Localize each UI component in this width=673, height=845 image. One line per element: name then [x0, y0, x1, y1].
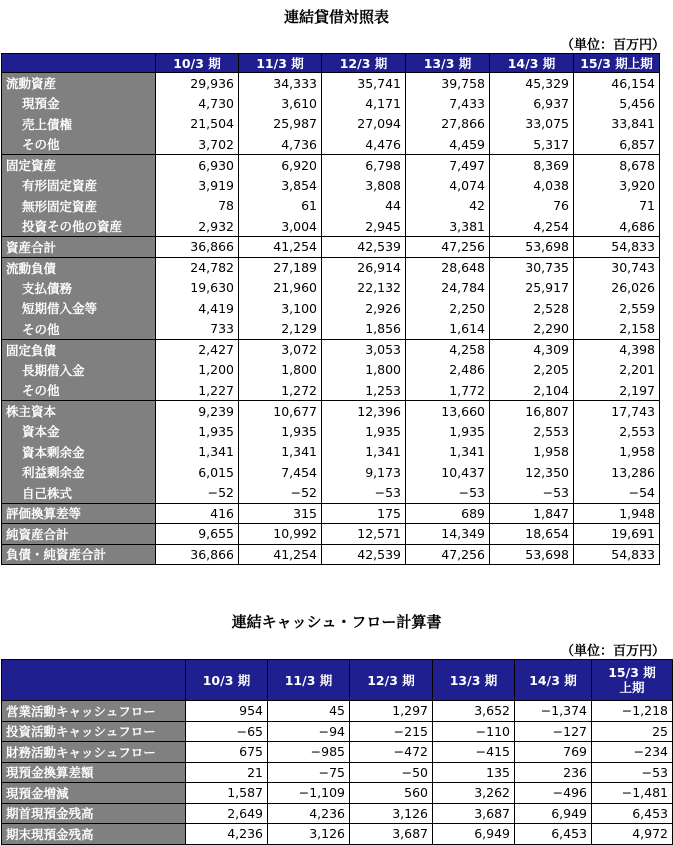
- table-cell: −52: [156, 483, 239, 504]
- table-cell: 10,677: [239, 401, 322, 422]
- balance-sheet-title: 連結貸借対照表: [283, 8, 389, 26]
- table-cell: 21,960: [239, 278, 322, 299]
- row-label: その他: [2, 380, 156, 401]
- row-label: 流動資産: [2, 73, 156, 94]
- table-cell: 1,935: [322, 421, 406, 442]
- table-cell: 2,649: [186, 803, 268, 824]
- table-cell: 689: [406, 503, 490, 524]
- table-cell: 954: [186, 701, 268, 722]
- row-label: 期首現預金残高: [2, 803, 186, 824]
- table-cell: 6,949: [515, 803, 592, 824]
- table-cell: 45: [268, 701, 350, 722]
- table-cell: 6,920: [239, 155, 322, 176]
- table-cell: −65: [186, 721, 268, 742]
- table-cell: 76: [490, 196, 574, 217]
- table-cell: 2,104: [490, 380, 574, 401]
- column-header: 15/3 期上期: [574, 54, 660, 73]
- table-cell: 9,173: [322, 462, 406, 483]
- table-cell: 6,015: [156, 462, 239, 483]
- cash-flow-unit: （単位：百万円）: [560, 644, 665, 659]
- column-header: 13/3 期: [406, 54, 490, 73]
- table-cell: 12,396: [322, 401, 406, 422]
- table-cell: −415: [433, 742, 515, 763]
- table-cell: 2,205: [490, 360, 574, 381]
- cash-flow-title: 連結キャッシュ・フロー計算書: [231, 613, 442, 631]
- row-label: その他: [2, 319, 156, 340]
- row-label: 固定資産: [2, 155, 156, 176]
- table-cell: 5,456: [574, 93, 660, 114]
- table-cell: 26,914: [322, 257, 406, 278]
- table-cell: 1,800: [239, 360, 322, 381]
- table-cell: 4,972: [592, 824, 673, 845]
- table-cell: 4,038: [490, 175, 574, 196]
- row-label: 投資活動キャッシュフロー: [2, 721, 186, 742]
- row-label: 現預金換算差額: [2, 762, 186, 783]
- table-cell: 10,992: [239, 524, 322, 545]
- table-cell: 1,958: [490, 442, 574, 463]
- table-cell: 1,948: [574, 503, 660, 524]
- table-cell: 4,309: [490, 339, 574, 360]
- table-cell: 1,935: [406, 421, 490, 442]
- table-cell: 1,800: [322, 360, 406, 381]
- row-label: 財務活動キャッシュフロー: [2, 742, 186, 763]
- table-cell: 53,698: [490, 544, 574, 565]
- header-corner: [2, 54, 156, 73]
- table-cell: 3,053: [322, 339, 406, 360]
- table-cell: 3,072: [239, 339, 322, 360]
- table-cell: −985: [268, 742, 350, 763]
- table-cell: 12,571: [322, 524, 406, 545]
- cash-flow-body: [2, 701, 673, 845]
- table-cell: 35,741: [322, 73, 406, 94]
- table-cell: 4,730: [156, 93, 239, 114]
- table-cell: −53: [406, 483, 490, 504]
- table-cell: 6,937: [490, 93, 574, 114]
- table-row: [2, 503, 660, 524]
- table-cell: 9,239: [156, 401, 239, 422]
- table-row: [2, 401, 660, 422]
- table-cell: 1,253: [322, 380, 406, 401]
- table-cell: 3,702: [156, 134, 239, 155]
- table-row: [2, 544, 660, 565]
- table-cell: 27,094: [322, 114, 406, 135]
- table-cell: 27,866: [406, 114, 490, 135]
- column-header: 12/3 期: [322, 54, 406, 73]
- table-cell: 3,854: [239, 175, 322, 196]
- header-corner: [2, 660, 186, 701]
- table-cell: 4,236: [186, 824, 268, 845]
- table-cell: 2,528: [490, 298, 574, 319]
- table-cell: 24,782: [156, 257, 239, 278]
- table-cell: 33,841: [574, 114, 660, 135]
- table-cell: 2,250: [406, 298, 490, 319]
- table-cell: 26,026: [574, 278, 660, 299]
- table-cell: 1,200: [156, 360, 239, 381]
- table-row: [2, 762, 673, 783]
- table-cell: 1,847: [490, 503, 574, 524]
- table-cell: 47,256: [406, 544, 490, 565]
- balance-sheet-header-row: [2, 54, 660, 73]
- table-row: [2, 298, 660, 319]
- table-cell: 3,920: [574, 175, 660, 196]
- table-cell: 45,329: [490, 73, 574, 94]
- table-cell: 42,539: [322, 544, 406, 565]
- column-header: 12/3 期: [350, 660, 433, 701]
- table-cell: 4,398: [574, 339, 660, 360]
- column-header: 14/3 期: [490, 54, 574, 73]
- table-cell: 1,227: [156, 380, 239, 401]
- table-cell: 416: [156, 503, 239, 524]
- column-header: 13/3 期: [433, 660, 515, 701]
- row-label: 売上債権: [2, 114, 156, 135]
- table-cell: −94: [268, 721, 350, 742]
- table-cell: 33,075: [490, 114, 574, 135]
- table-row: [2, 257, 660, 278]
- table-row: [2, 721, 673, 742]
- table-cell: 4,736: [239, 134, 322, 155]
- table-cell: 25,917: [490, 278, 574, 299]
- table-cell: −53: [592, 762, 673, 783]
- row-label: 固定負債: [2, 339, 156, 360]
- table-row: [2, 360, 660, 381]
- table-row: [2, 380, 660, 401]
- row-label: 短期借入金等: [2, 298, 156, 319]
- table-cell: 39,758: [406, 73, 490, 94]
- table-cell: 2,553: [490, 421, 574, 442]
- table-cell: 28,648: [406, 257, 490, 278]
- table-cell: 16,807: [490, 401, 574, 422]
- cash-flow-header-row: [2, 660, 673, 701]
- table-cell: −1,109: [268, 783, 350, 804]
- table-cell: 175: [322, 503, 406, 524]
- table-cell: 61: [239, 196, 322, 217]
- table-cell: 53,698: [490, 237, 574, 258]
- row-label: 無形固定資産: [2, 196, 156, 217]
- table-cell: 3,687: [433, 803, 515, 824]
- table-cell: 71: [574, 196, 660, 217]
- table-cell: 7,454: [239, 462, 322, 483]
- table-cell: 769: [515, 742, 592, 763]
- table-cell: 2,129: [239, 319, 322, 340]
- table-cell: −234: [592, 742, 673, 763]
- table-cell: 1,856: [322, 319, 406, 340]
- table-cell: 8,678: [574, 155, 660, 176]
- table-cell: 4,258: [406, 339, 490, 360]
- table-row: [2, 462, 660, 483]
- table-cell: 236: [515, 762, 592, 783]
- table-cell: 13,286: [574, 462, 660, 483]
- table-cell: 17,743: [574, 401, 660, 422]
- table-cell: 1,341: [406, 442, 490, 463]
- table-cell: 1,587: [186, 783, 268, 804]
- table-cell: 22,132: [322, 278, 406, 299]
- table-cell: −53: [322, 483, 406, 504]
- table-cell: 25: [592, 721, 673, 742]
- row-label: 長期借入金: [2, 360, 156, 381]
- table-cell: 6,949: [433, 824, 515, 845]
- table-cell: 54,833: [574, 237, 660, 258]
- table-cell: 315: [239, 503, 322, 524]
- table-cell: 1,935: [239, 421, 322, 442]
- table-cell: 6,798: [322, 155, 406, 176]
- table-cell: 19,691: [574, 524, 660, 545]
- row-label: 資産合計: [2, 237, 156, 258]
- table-row: [2, 278, 660, 299]
- table-cell: 6,857: [574, 134, 660, 155]
- table-cell: 2,158: [574, 319, 660, 340]
- table-cell: 2,290: [490, 319, 574, 340]
- table-row: [2, 73, 660, 94]
- table-cell: 4,171: [322, 93, 406, 114]
- balance-sheet-table: [1, 53, 660, 565]
- table-cell: −50: [350, 762, 433, 783]
- table-cell: 2,945: [322, 216, 406, 237]
- table-cell: 1,341: [239, 442, 322, 463]
- table-cell: 4,074: [406, 175, 490, 196]
- table-cell: 30,735: [490, 257, 574, 278]
- table-cell: 4,459: [406, 134, 490, 155]
- table-row: [2, 339, 660, 360]
- table-cell: 41,254: [239, 237, 322, 258]
- row-label: 現預金: [2, 93, 156, 114]
- table-cell: 21: [186, 762, 268, 783]
- balance-sheet-body: [2, 73, 660, 565]
- row-label: 評価換算差等: [2, 503, 156, 524]
- table-cell: 733: [156, 319, 239, 340]
- table-row: [2, 442, 660, 463]
- table-row: [2, 114, 660, 135]
- table-cell: 3,808: [322, 175, 406, 196]
- table-cell: −1,218: [592, 701, 673, 722]
- table-cell: −52: [239, 483, 322, 504]
- table-row: [2, 742, 673, 763]
- table-cell: 1,772: [406, 380, 490, 401]
- table-cell: 1,341: [156, 442, 239, 463]
- table-cell: 8,369: [490, 155, 574, 176]
- table-cell: 46,154: [574, 73, 660, 94]
- column-header: 11/3 期: [239, 54, 322, 73]
- row-label: 支払債務: [2, 278, 156, 299]
- table-cell: 3,262: [433, 783, 515, 804]
- table-cell: 24,784: [406, 278, 490, 299]
- table-cell: 135: [433, 762, 515, 783]
- table-cell: 2,559: [574, 298, 660, 319]
- row-label: 株主資本: [2, 401, 156, 422]
- table-row: [2, 155, 660, 176]
- row-label: その他: [2, 134, 156, 155]
- table-cell: 2,486: [406, 360, 490, 381]
- table-cell: 42,539: [322, 237, 406, 258]
- table-row: [2, 824, 673, 845]
- table-cell: 560: [350, 783, 433, 804]
- table-row: [2, 196, 660, 217]
- row-label: 投資その他の資産: [2, 216, 156, 237]
- table-row: [2, 701, 673, 722]
- table-cell: 4,236: [268, 803, 350, 824]
- table-cell: 3,126: [350, 803, 433, 824]
- table-cell: −53: [490, 483, 574, 504]
- table-cell: −1,481: [592, 783, 673, 804]
- table-cell: 42: [406, 196, 490, 217]
- table-row: [2, 803, 673, 824]
- table-cell: 29,936: [156, 73, 239, 94]
- table-cell: −54: [574, 483, 660, 504]
- table-cell: 12,350: [490, 462, 574, 483]
- table-cell: 4,419: [156, 298, 239, 319]
- column-header: 15/3 期 上期: [592, 660, 673, 701]
- table-cell: 9,655: [156, 524, 239, 545]
- column-header: 11/3 期: [268, 660, 350, 701]
- row-label: 自己株式: [2, 483, 156, 504]
- table-cell: 27,189: [239, 257, 322, 278]
- table-cell: −127: [515, 721, 592, 742]
- table-cell: 5,317: [490, 134, 574, 155]
- table-cell: −472: [350, 742, 433, 763]
- table-cell: 2,427: [156, 339, 239, 360]
- table-cell: 2,197: [574, 380, 660, 401]
- table-cell: 3,652: [433, 701, 515, 722]
- table-cell: −496: [515, 783, 592, 804]
- table-cell: 4,476: [322, 134, 406, 155]
- column-header: 10/3 期: [186, 660, 268, 701]
- table-row: [2, 483, 660, 504]
- table-cell: 1,272: [239, 380, 322, 401]
- table-row: [2, 524, 660, 545]
- table-cell: 3,919: [156, 175, 239, 196]
- table-cell: 3,610: [239, 93, 322, 114]
- table-row: [2, 216, 660, 237]
- table-cell: −110: [433, 721, 515, 742]
- table-row: [2, 134, 660, 155]
- table-cell: 36,866: [156, 544, 239, 565]
- table-cell: 1,297: [350, 701, 433, 722]
- table-cell: 2,201: [574, 360, 660, 381]
- table-cell: 4,686: [574, 216, 660, 237]
- row-label: 現預金増減: [2, 783, 186, 804]
- table-cell: 13,660: [406, 401, 490, 422]
- table-cell: 3,381: [406, 216, 490, 237]
- row-label: 資本剰余金: [2, 442, 156, 463]
- table-row: [2, 421, 660, 442]
- table-row: [2, 93, 660, 114]
- table-row: [2, 319, 660, 340]
- table-cell: −75: [268, 762, 350, 783]
- column-header: 14/3 期: [515, 660, 592, 701]
- row-label: 負債・純資産合計: [2, 544, 156, 565]
- table-cell: 36,866: [156, 237, 239, 258]
- table-cell: 47,256: [406, 237, 490, 258]
- cash-flow-table: [1, 659, 673, 845]
- table-cell: 6,930: [156, 155, 239, 176]
- table-cell: 3,687: [350, 824, 433, 845]
- table-cell: 6,453: [592, 803, 673, 824]
- table-cell: 3,100: [239, 298, 322, 319]
- table-cell: 3,004: [239, 216, 322, 237]
- table-cell: 2,932: [156, 216, 239, 237]
- table-cell: 19,630: [156, 278, 239, 299]
- table-cell: 675: [186, 742, 268, 763]
- column-header: 10/3 期: [156, 54, 239, 73]
- row-label: 有形固定資産: [2, 175, 156, 196]
- table-cell: 25,987: [239, 114, 322, 135]
- table-cell: 30,743: [574, 257, 660, 278]
- table-cell: 44: [322, 196, 406, 217]
- table-cell: 14,349: [406, 524, 490, 545]
- table-cell: 54,833: [574, 544, 660, 565]
- table-cell: 78: [156, 196, 239, 217]
- table-cell: 4,254: [490, 216, 574, 237]
- table-cell: 1,341: [322, 442, 406, 463]
- table-cell: 7,497: [406, 155, 490, 176]
- table-row: [2, 237, 660, 258]
- balance-sheet-unit: （単位：百万円）: [560, 38, 665, 53]
- table-cell: 10,437: [406, 462, 490, 483]
- table-cell: 7,433: [406, 93, 490, 114]
- row-label: 純資産合計: [2, 524, 156, 545]
- table-cell: 21,504: [156, 114, 239, 135]
- table-cell: 41,254: [239, 544, 322, 565]
- table-row: [2, 783, 673, 804]
- row-label: 利益剰余金: [2, 462, 156, 483]
- table-cell: 18,654: [490, 524, 574, 545]
- table-cell: −215: [350, 721, 433, 742]
- table-cell: 3,126: [268, 824, 350, 845]
- table-cell: 1,958: [574, 442, 660, 463]
- table-cell: 2,926: [322, 298, 406, 319]
- row-label: 営業活動キャッシュフロー: [2, 701, 186, 722]
- row-label: 期末現預金残高: [2, 824, 186, 845]
- table-row: [2, 175, 660, 196]
- table-cell: 1,614: [406, 319, 490, 340]
- row-label: 流動負債: [2, 257, 156, 278]
- table-cell: 34,333: [239, 73, 322, 94]
- table-cell: 1,935: [156, 421, 239, 442]
- row-label: 資本金: [2, 421, 156, 442]
- table-cell: 2,553: [574, 421, 660, 442]
- table-cell: 6,453: [515, 824, 592, 845]
- table-cell: −1,374: [515, 701, 592, 722]
